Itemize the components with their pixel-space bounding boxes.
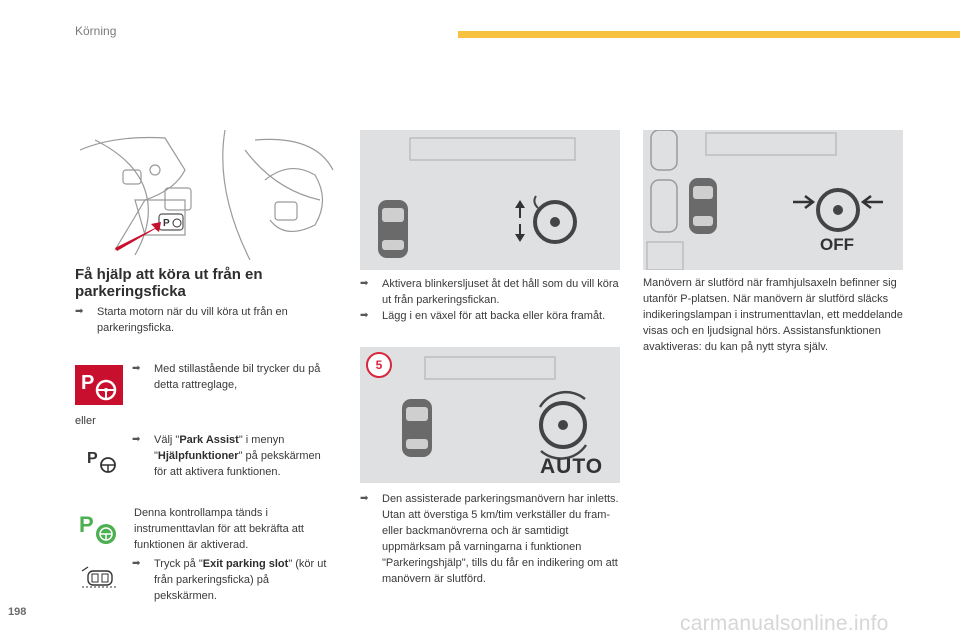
svg-text:P: P [163,218,170,229]
lamp-confirmation-text: Denna kontrollampa tänds i instrumenttavlan för att bekräfta att funktionen är aktiverad. [134,507,304,551]
park-assist-touchscreen-icon [85,445,121,475]
svg-text:P: P [79,512,94,537]
instruction-exit-parking-slot: ➡ Tryck på "Exit parking slot" (kör ut från parkeringsficka) på pekskärmen. [132,558,327,602]
park-assist-red-icon [75,365,123,405]
bullet-arrow-icon: ➡ [132,558,141,569]
park-assist-green-lamp-icon [77,508,121,548]
section-title: Körning [75,24,117,38]
off-label: OFF [820,235,854,254]
instruction-select-park-assist: ➡ Välj "Park Assist" i menyn "Hjälpfunktioner" på pekskärmen för att aktivera funktionen. [132,434,321,478]
instruction-engage-gear: ➡ Lägg i en växel för att backa eller köra framåt. [360,310,606,322]
heading-line-1: Få hjälp att köra ut från en [75,266,263,283]
steering-control-illustration [75,130,337,260]
instruction-start-engine: ➡ Starta motorn när du vill köra ut från en parkeringsficka. [75,306,288,334]
exit-parking-slot-icon [78,565,122,591]
instruction-press-steering-control: ➡ Med stillastående bil trycker du på detta rattreglage, [132,363,321,391]
instruction-activate-indicator: ➡ Aktivera blinkersljuset åt det håll som du vill köra ut från parkeringsfickan. [360,278,619,306]
header-accent-bar [458,31,960,38]
heading-line-2: parkeringsficka [75,283,186,300]
page-number: 198 [8,606,27,618]
manoeuvre-complete-text: Manövern är slutförd när framhjulsaxeln befinner sig utanför P-platsen. När manövern är slutförd släcks indikeringslampan i instrumenttavlan, ett meddelande visas och en ljudsignal hörs. Assistansfunktionen avaktiveras: du kan på nytt styra själv. [643,277,903,353]
car-top-view-icon [378,200,408,258]
svg-text:P: P [87,450,98,467]
bullet-arrow-icon: ➡ [360,493,369,504]
watermark: carmanualsonline.info [680,612,889,635]
bullet-arrow-icon: ➡ [132,434,141,445]
svg-text:P: P [81,372,95,394]
bullet-arrow-icon: ➡ [75,306,84,317]
manoeuvre-complete-figure [643,130,903,270]
indicator-and-gear-figure [360,130,620,270]
bullet-arrow-icon: ➡ [360,278,369,289]
step-number-badge: 5 [366,352,392,378]
or-label: eller [75,415,96,427]
car-top-view-icon [402,399,432,457]
car-top-view-icon [689,178,717,234]
bullet-arrow-icon: ➡ [132,363,141,374]
section-heading [75,266,345,300]
bullet-arrow-icon: ➡ [360,310,369,321]
auto-label: AUTO [540,455,604,478]
instruction-assisted-manoeuvre: ➡ Den assisterade parkeringsmanövern har inletts. Utan att överstiga 5 km/tim verkställer du fram- eller backmanövrerna och är samtidigt uppmärksam på varningarna i funktionen "Parkeringshjälp", tills du får en indikering om att manövern är slutförd. [360,493,619,585]
